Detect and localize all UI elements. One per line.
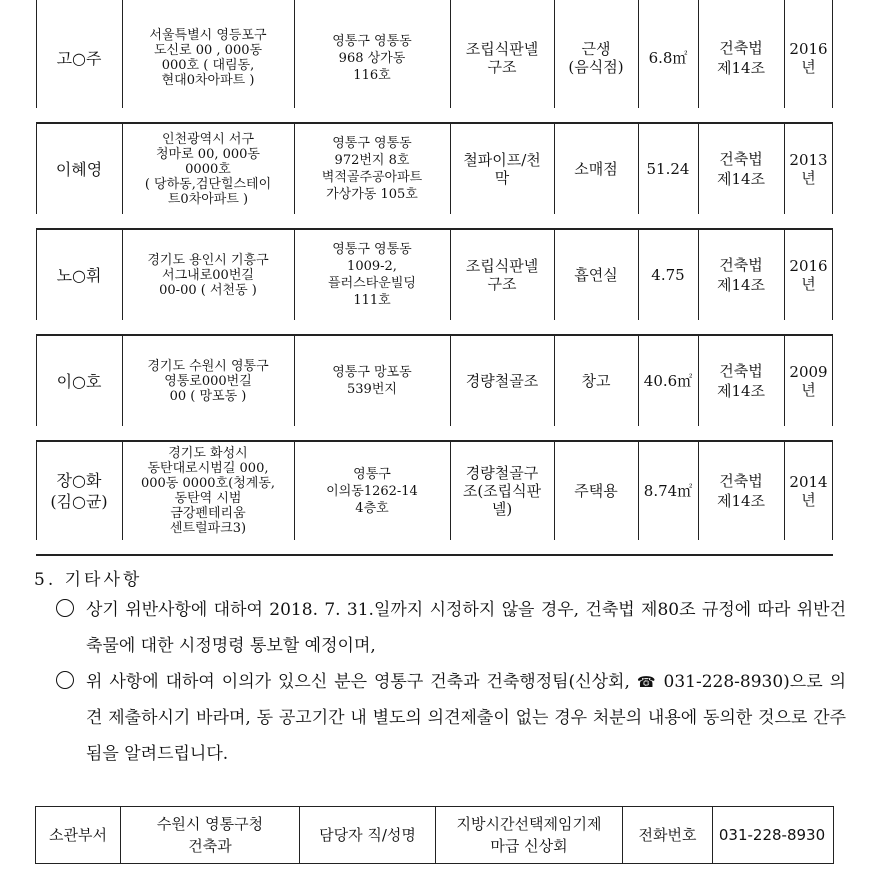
- structure: 조립식판넬 구조: [465, 257, 539, 293]
- table-row: [36, 230, 833, 336]
- area: 4.75: [651, 266, 685, 284]
- manager-label: 담당자 직/성명: [319, 826, 416, 844]
- owner-address: 서울특별시 영등포구 도신로 00 , 000동 000호 ( 대림동, 현대0차아파트 ): [149, 28, 267, 88]
- area: 6.8㎡: [648, 49, 688, 67]
- contact-table: [35, 806, 834, 864]
- area: 51.24: [646, 160, 690, 178]
- building-location: 영통구 이의동1262-14 4층호: [326, 466, 418, 516]
- usage: 주택용: [574, 482, 618, 500]
- dept-value: 수원시 영통구청 건축과: [156, 815, 264, 855]
- usage: 소매점: [574, 160, 618, 178]
- owner-name: 이○호: [56, 371, 102, 391]
- notice-item: [56, 664, 846, 772]
- area: 40.6㎡: [643, 372, 693, 390]
- structure: 철파이프/천 막: [463, 151, 541, 187]
- owner-name: 고○주: [56, 48, 102, 68]
- table-row: [36, 442, 833, 556]
- violation-table: [36, 0, 833, 556]
- owner-name: 장○화 (김○균): [50, 471, 108, 511]
- area: 8.74㎡: [643, 482, 693, 500]
- owner-address: 경기도 용인시 기흥구 서그내로00번길 00-00 ( 서천동 ): [147, 252, 269, 298]
- section-title: 5. 기타사항: [34, 570, 143, 590]
- dept-label: 소관부서: [49, 826, 107, 844]
- owner-address: 경기도 수원시 영통구 영통로000번길 00 ( 망포동 ): [147, 358, 269, 404]
- structure: 경량철골구 조(조립식판 넬): [462, 464, 542, 518]
- law-article: 건축법 제14조: [716, 39, 766, 77]
- building-location: 영통구 영통동 968 상가동 116호: [332, 33, 412, 83]
- notice-text: [86, 664, 846, 772]
- owner-address: 인천광역시 서구 청마로 00, 000동 0000호 ( 당하동,검단힐스테이 트0차아파트 ): [144, 131, 272, 207]
- year: 2013년: [789, 151, 828, 187]
- owner-name: 노○휘: [56, 265, 102, 285]
- owner-address: 경기도 화성시 동탄대로시범길 000, 000동 0000호(청계동, 동탄역 시범 금강펜테리움 센트럴파크3): [140, 446, 276, 536]
- building-location: 영통구 망포동 539번지: [332, 365, 412, 397]
- usage: 창고: [581, 372, 611, 390]
- year: 2016년: [789, 40, 828, 76]
- year: 2009년: [789, 363, 828, 399]
- notice-item: [56, 592, 846, 664]
- circle-bullet-icon: [56, 671, 74, 689]
- owner-name: 이혜영: [55, 159, 103, 179]
- phone-label: 전화번호: [638, 826, 697, 844]
- structure: 조립식판넬 구조: [465, 40, 539, 76]
- law-article: 건축법 제14조: [716, 150, 766, 188]
- notice-text: 상기 위반사항에 대하여 2018. 7. 31.일까지 시정하지 않을 경우, 건축법 제80조 규정에 따라 위반건축물에 대한 시정명령 통보할 예정이며,: [86, 600, 846, 656]
- circle-bullet-icon: [56, 599, 74, 617]
- notice-text-part: 031-228-8930)으로 의견 제출하시기 바라며, 동 공고기간 내 별도의 의견제출이 없는 경우 처분의 내용에 동의한 것으로 간주됨을 알려드립니다.: [86, 672, 846, 764]
- law-article: 건축법 제14조: [716, 256, 766, 294]
- building-location: 영통구 영통동 972번지 8호 벽적골주공아파트 가상가동 105호: [321, 136, 423, 202]
- year: 2014년: [789, 473, 828, 509]
- building-location: 영통구 영통동 1009-2, 플러스타운빌딩 111호: [328, 242, 416, 308]
- table-row: [36, 124, 833, 230]
- usage: 근생 (음식점): [568, 40, 624, 76]
- structure: 경량철골조: [465, 372, 539, 390]
- phone-icon: ☎: [636, 673, 656, 691]
- table-row: [36, 336, 833, 442]
- year: 2016년: [789, 257, 828, 293]
- manager-value: 지방시간선택제임기제 마급 신상회: [456, 815, 602, 855]
- phone-value: 031-228-8930: [718, 826, 826, 844]
- usage: 흡연실: [574, 266, 618, 284]
- law-article: 건축법 제14조: [716, 472, 766, 510]
- law-article: 건축법 제14조: [716, 362, 766, 400]
- notice-text-part: 위 사항에 대하여 이의가 있으신 분은 영통구 건축과 건축행정팀(신상회,: [86, 672, 630, 692]
- table-row: [36, 0, 833, 124]
